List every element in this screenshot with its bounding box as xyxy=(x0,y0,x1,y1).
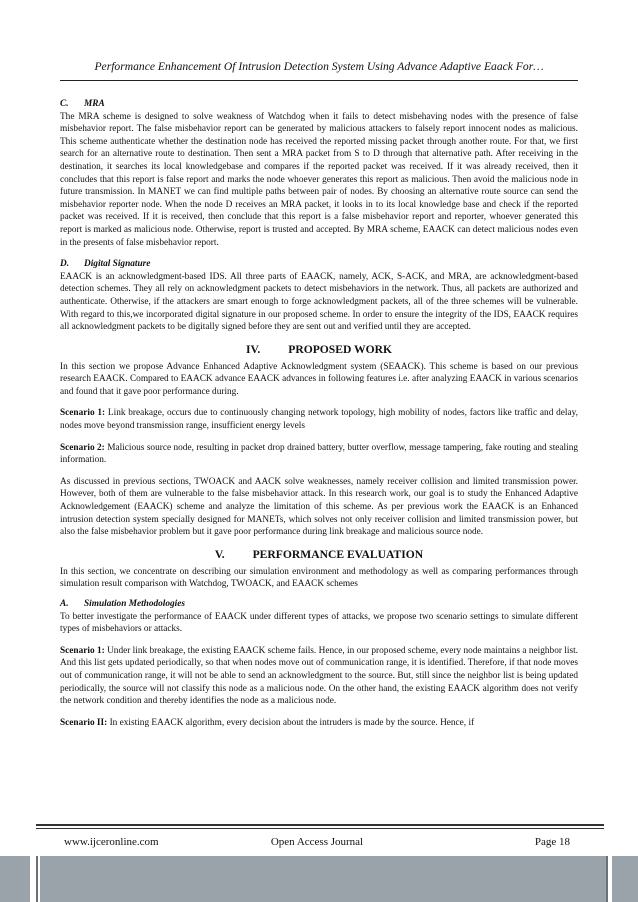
paragraph-digital-signature: EAACK is an acknowledgment-based IDS. All three parts of EAACK, namely, ACK, S-ACK, and MRA, are acknowledgment-based detection schemes. They all rely on acknowledgment packets to detect misbehaviors in the network. Thus, all packets are authorized and authenticate. Otherwise, if the attackers are smart enough to forge acknowledgment packets, all of the three schemes will be vulnerable. With regard to this,we incorporated digital signature in our proposed scheme. In order to ensure the integrity of the IDS, EAACK requires all acknowledgment packets to be digitally signed before they are sent out and verified until they are accepted. xyxy=(60,271,578,333)
paragraph-discussion: As discussed in previous sections, TWOACK and AACK solve weaknesses, namely receiver collision and limited transmission power. However, both of them are vulnerable to the false misbehavior attack. In this research work, our goal is to study the Enhanced Adaptive Acknowledgement (EAACK) scheme and analyze the limitation of this scheme. As per previous work the EAACK is an Enhanced intrusion detection system specially designed for MANETs, which solves not only receiver collision and limited transmission power, but also the false misbehavior problem but it gave poor performance during link breakage and malicious source node. xyxy=(60,476,578,538)
paragraph-proposed-work: In this section we propose Advance Enhanced Adaptive Acknowledgment system (SEAACK). This scheme is based on our previous research EAACK. Compared to EAACK advance EAACK advances in following features i.e. after analyzing EAACK in various scenarios and found that it gave poor performance during. xyxy=(60,361,578,397)
running-header: Performance Enhancement Of Intrusion Detection System Using Advance Adaptive Eaack For… xyxy=(94,60,544,73)
paragraph-sim-scenario-2: Scenario II: In existing EAACK algorithm, every decision about the intruders is made by the source. Hence, if xyxy=(60,717,475,728)
paragraph-mra: The MRA scheme is designed to solve weakness of Watchdog when it fails to detect misbehaving nodes with the presence of false misbehavior report. The false misbehavior report can be generated by malicious attackers to falsely report innocent nodes as malicious. This scheme authenticate whether the destination node has received the reported missing packet through another route. For that, we first search for an alternative route to destination. Then sent a MRA packet from S to D through that alternative path. After receiving in the destination, it searches its local knowledgebase and compares if the reported packet was received. If it was already received, then it concludes that this report is false report and marks the node whoever generates this report as malicious. Then avoid the malicious node in future transmission. In MANET we can find multiple paths between pair of nodes. By choosing an alternative route source can send the misbehavior reporter node. When the node D receives an MRA packet, it looks in to its local knowledge base and check if the reported packet was received. If it is received, then conclude that this report is a false misbehavior report and reporter, whoever generated this report is marked as malicious node. Otherwise, report is trusted and accepted. By MRA scheme, EAACK can detect malicious nodes even in the presents of false misbehavior report. xyxy=(60,111,578,248)
page-body xyxy=(60,94,578,738)
subsection-heading-a: A. Simulation Methodologies xyxy=(60,599,185,609)
paragraph-scenario-2: Scenario 2: Malicious source node, resulting in packet drop drained battery, butter overflow, message tampering, fake routing and stealing information. xyxy=(60,442,579,466)
subsection-heading-d: D. Digital Signature xyxy=(60,259,151,270)
footer-band-center xyxy=(40,856,606,902)
subsection-heading-c: C. MRA xyxy=(60,99,105,109)
paragraph-scenario-1: Scenario 1: Link breakage, occurs due to continuously changing network topology, high mobility of nodes, factors like traffic and delay, nodes move beyond transmission range, insufficient energy levels xyxy=(60,408,578,432)
footer-band-divider-right xyxy=(606,856,608,902)
paragraph-simulation-methodologies: To better investigate the performance of EAACK under different types of attacks, we propose two scenario settings to simulate different types of misbehaviors or attacks. xyxy=(60,611,578,635)
section-heading-iv: IV. PROPOSED WORK xyxy=(245,342,393,356)
footer-band-left xyxy=(0,856,30,902)
footer-website: www.ijceronline.com xyxy=(64,836,159,848)
paragraph-performance-evaluation: In this section, we concentrate on describing our simulation environment and methodology as well as comparing performances through simulation result comparison with Watchdog, TWOACK, and EAACK schemes xyxy=(60,566,578,590)
footer-band-divider-left xyxy=(36,856,38,902)
paragraph-sim-scenario-1: Scenario 1: Under link breakage, the existing EAACK scheme fails. Hence, in our proposed scheme, every node maintains a neighbor list. And this list gets updated periodically, so that when nodes move out of communication range, it is identified. Therefore, if that node moves out of communication range, it will not be able to send an acknowledgment to the source. But, still since the neighbor list is being updated periodically, the source will not classify this node as a malicious node. On the other hand, the existing EAACK algorithm does not verify the network condition and thereby identifies the node as a malicious node. xyxy=(60,645,578,707)
page-footer xyxy=(64,834,570,850)
header-rule xyxy=(60,80,578,81)
footer-rule-thin xyxy=(36,828,604,829)
footer-rule-thick xyxy=(36,824,604,826)
footer-band-right xyxy=(612,856,638,902)
section-heading-v: V. PERFORMANCE EVALUATION xyxy=(214,547,424,561)
footer-journal: Open Access Journal xyxy=(270,836,364,848)
footer-page-number: Page 18 xyxy=(534,836,570,848)
